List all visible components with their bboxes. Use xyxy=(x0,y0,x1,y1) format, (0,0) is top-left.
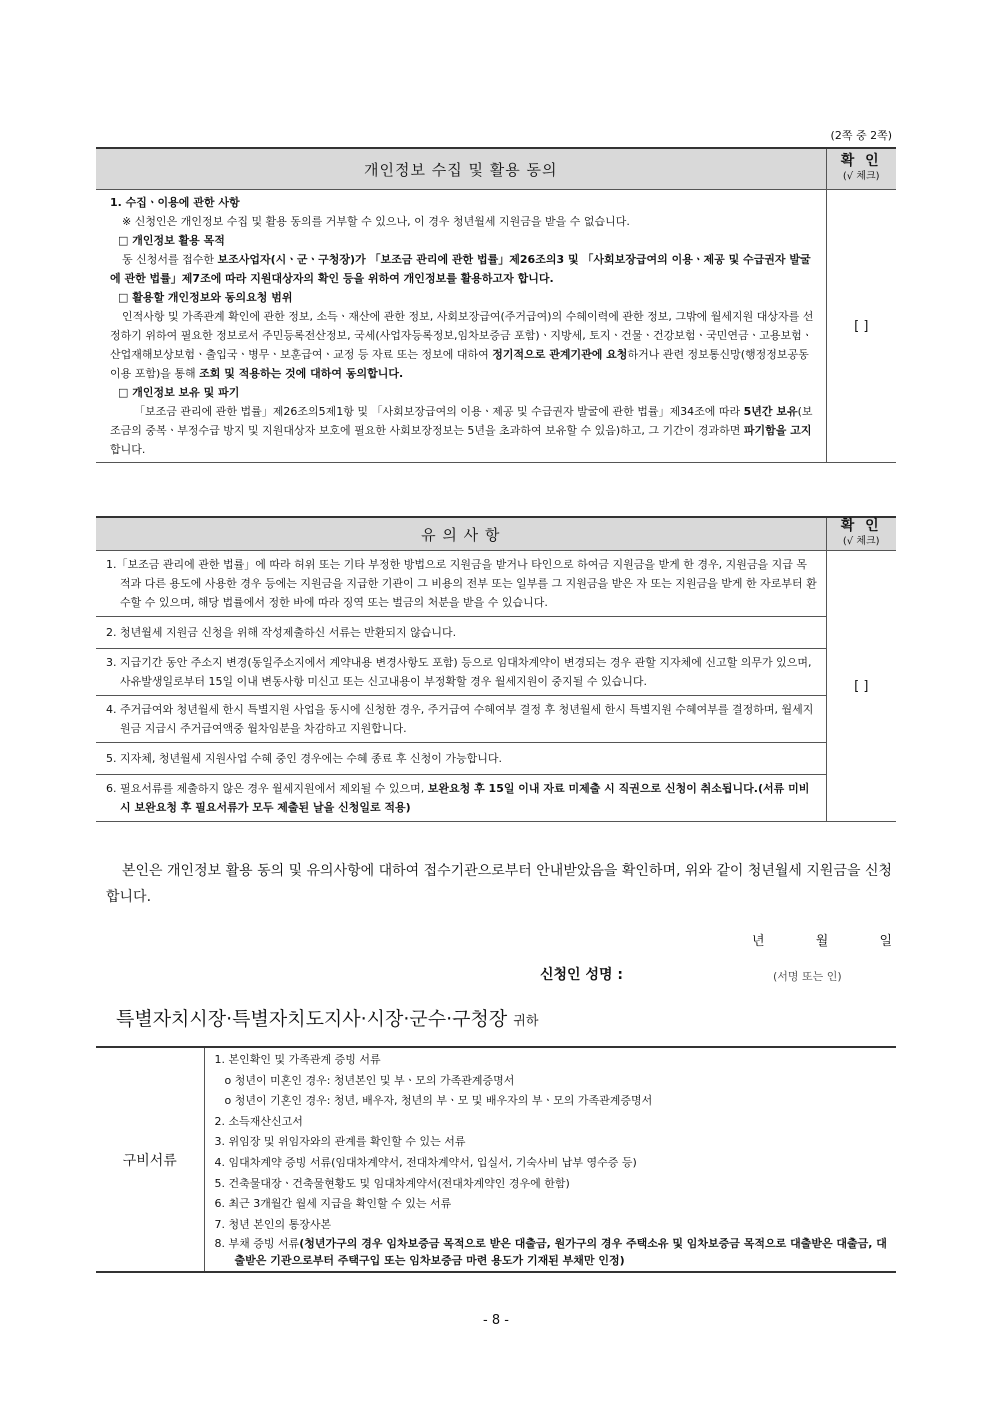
document-item: o 청년이 기혼인 경우: 청년, 배우자, 청년의 부ㆍ모 및 배우자의 부ㆍ모의 가족관계증명서 xyxy=(224,1094,653,1108)
refusal-note: ※ 신청인은 개인정보 수집 및 활용 동의를 거부할 수 있으나, 이 경우 청년월세 지원금을 받을 수 없습니다. xyxy=(122,215,630,228)
retention-text-bold: 5년간 보유 xyxy=(743,405,798,418)
notice-item-4 xyxy=(96,696,826,743)
notice-title: 유 의 사 항 xyxy=(421,525,501,544)
signer-row xyxy=(540,964,880,984)
documents-table xyxy=(96,1046,896,1273)
document-item-8 xyxy=(215,1235,891,1269)
document-item: 6. 최근 3개월간 월세 지급을 확인할 수 있는 서류 xyxy=(214,1197,452,1211)
retention-text-bold-2: 파기함을 고지 xyxy=(743,424,812,437)
notice-item-1 xyxy=(96,551,826,617)
notice-item-6-plain: 6. 필요서류를 제출하지 않은 경우 월세지원에서 제외될 수 있으며, xyxy=(106,782,428,795)
date-line xyxy=(752,930,892,949)
retention-heading: □ 개인정보 보유 및 파기 xyxy=(118,386,240,399)
date-day: 일 xyxy=(879,934,892,949)
signature-field[interactable]: (서명 또는 인) xyxy=(773,970,842,983)
document-item: 1. 본인확인 및 가족관계 증빙 서류 xyxy=(214,1053,381,1066)
signer-label: 신청인 성명 : xyxy=(540,967,623,983)
page-counter: (2쪽 중 2쪽) xyxy=(830,129,892,142)
consent-title: 개인정보 수집 및 활용 동의 xyxy=(364,160,558,179)
consent-table xyxy=(96,147,896,463)
retention-text xyxy=(110,402,818,459)
document-item-8-bold: (청년가구의 경우 임차보증금 목적으로 받은 대출금, 원가구의 경우 주택소유 및 임차보증금 목적으로 대출받은 대출금, 대출받은 기관으로부터 주택구입 또는 임차보증금 마련 용도가 기재된 부채만 인정) xyxy=(234,1237,887,1268)
notice-item-6-bold: 보완요청 후 15일 이내 자료 미제출 시 직권으로 신청이 취소됩니다.(서류 미비 시 보완요청 후 필요서류가 모두 제출된 날을 신청일로 적용) xyxy=(120,782,810,814)
notice-item-6-text xyxy=(102,779,818,817)
date-month: 월 xyxy=(815,934,829,949)
purpose-text-plain: 동 신청서를 접수한 xyxy=(122,253,218,266)
purpose-text xyxy=(110,250,818,288)
consent-confirm-header xyxy=(826,148,896,190)
section-heading: 1. 수집ㆍ이용에 관한 사항 xyxy=(110,196,240,209)
documents-list xyxy=(204,1047,896,1272)
confirm-title: 확 인 xyxy=(840,153,882,169)
consent-body xyxy=(96,190,826,463)
notice-item-1-text: 1.「보조금 관리에 관한 법률」에 따라 허위 또는 기타 부정한 방법으로 지원금을 받거나 타인으로 하여금 지원금을 받게 한 경우, 지원금을 지급 목적과 다른 용도에 사용한 경우 등에는 지원금을 지급한 기관이 그 비용의 전부 또는 일부를 그 지원금을 받은 자 또는 지원금을 받게 한 자로부터 환수할 수 있으며, 해당 법률에서 정한 바에 따라 징역 또는 벌금의 처분을 받을 수 있습니다. xyxy=(106,558,817,609)
notice-checkbox[interactable]: [ ] xyxy=(826,551,896,822)
scope-text-bold: 정기적으로 관계기관에 요청 xyxy=(492,348,628,361)
documents-label: 구비서류 xyxy=(96,1047,204,1272)
notice-confirm-header xyxy=(826,517,896,551)
retention-text-plain: 「보조금 관리에 관한 법률」제26조의5제1항 및 「사회보장급여의 이용ㆍ제공 및 수급권자 발굴에 관한 법률」제34조에 따라 xyxy=(134,405,744,418)
purpose-text-bold: 보조사업자(시ㆍ군ㆍ구청장)가 「보조금 관리에 관한 법률」제26조의3 및 「사회보장급여의 이용ㆍ제공 및 수급권자 발굴에 관한 법률」제7조에 따라 지원대상자의 확인 등을 위하여 개인정보를 활용하고자 합니다. xyxy=(110,253,811,285)
notice-item-2 xyxy=(96,617,826,649)
scope-heading: □ 활용할 개인정보와 동의요청 범위 xyxy=(118,291,293,304)
confirm-title: 확 인 xyxy=(840,518,882,534)
purpose-heading: □ 개인정보 활용 목적 xyxy=(118,234,225,247)
document-item: 3. 위임장 및 위임자와의 관계를 확인할 수 있는 서류 xyxy=(214,1135,466,1149)
scope-text-plain-2: 하거나 관련 정보통신망(행정정보공동이용 포함)을 통해 xyxy=(110,348,809,380)
document-item: 2. 소득재산신고서 xyxy=(214,1114,303,1128)
confirm-subtitle: (√ 체크) xyxy=(842,536,880,547)
confirm-subtitle: (√ 체크) xyxy=(842,171,880,182)
notice-item-5-text: 5. 지자체, 청년월세 지원사업 수혜 중인 경우에는 수혜 종료 후 신청이 가능합니다. xyxy=(106,752,502,765)
notice-item-4-text: 4. 주거급여와 청년월세 한시 특별지원 사업을 동시에 신청한 경우, 주거급여 수혜여부 결정 후 청년월세 한시 특별지원 수혜여부를 결정하며, 월세지원금 지급시 주거급여액중 월차임분을 차감하고 지원합니다. xyxy=(106,703,814,735)
consent-checkbox[interactable]: [ ] xyxy=(826,190,896,463)
addressee-name: 특별자치시장·특별자치도지사·시장·군수·구청장 xyxy=(116,1008,508,1030)
addressee xyxy=(116,1004,538,1031)
document-item: 4. 임대차계약 증빙 서류(임대차계약서, 전대차계약서, 입실서, 기숙사비 납부 영수증 등) xyxy=(214,1155,637,1169)
notice-item-2-text: 2. 청년월세 지원금 신청을 위해 작성제출하신 서류는 반환되지 않습니다. xyxy=(106,626,457,639)
notice-item-6 xyxy=(96,775,826,822)
document-item: 7. 청년 본인의 통장사본 xyxy=(214,1217,332,1231)
addressee-suffix: 귀하 xyxy=(513,1014,539,1029)
notice-item-5 xyxy=(96,743,826,775)
notice-item-3-text: 3. 지급기간 동안 주소지 변경(동일주소지에서 계약내용 변경사항도 포함) 등으로 임대차계약이 변경되는 경우 관할 지자체에 신고할 의무가 있으며, 사유발생일로부터 15일 이내 변동사항 미신고 또는 신고내용이 부정확할 경우 월세지원이 중지될 수 있습니다. xyxy=(106,656,812,688)
page-number: - 8 - xyxy=(483,1313,509,1328)
scope-text-plain: 인적사항 및 가족관계 확인에 관한 정보, 소득ㆍ재산에 관한 정보, 사회보장급여(주거급여)의 수혜이력에 관한 정보, 그밖에 월세지원 대상자를 선정하기 위하여 필요한 정보로서 주민등록전산정보, 국세(사업자등록정보,임차보증금 포함)ㆍ지방세, 토지ㆍ건물ㆍ건강보험ㆍ국민연금ㆍ고용보험ㆍ산업재해보상보험ㆍ출입국ㆍ병무ㆍ보훈급여ㆍ교정 등 자료 또는 정보에 대하여 xyxy=(110,310,814,361)
date-year: 년 xyxy=(752,934,765,949)
document-item-8-plain: 8. 부채 증빙 서류 xyxy=(214,1237,300,1251)
document-item: 5. 건축물대장ㆍ건축물현황도 및 임대차계약서(전대차계약인 경우에 한함) xyxy=(214,1176,570,1190)
applicant-statement: 본인은 개인정보 활용 동의 및 유의사항에 대하여 접수기관으로부터 안내받았음을 확인하며, 위와 같이 청년월세 지원금을 신청합니다. xyxy=(106,863,892,905)
retention-text-plain-3: 합니다. xyxy=(110,443,146,456)
document-item: o 청년이 미혼인 경우: 청년본인 및 부ㆍ모의 가족관계증명서 xyxy=(224,1073,515,1087)
notice-item-3 xyxy=(96,649,826,696)
notice-table xyxy=(96,516,896,822)
scope-text xyxy=(110,307,818,383)
retention-text-plain-2: (보조금의 중복ㆍ부정수급 방지 및 지원대상자 보호에 필요한 사회보장정보는 5년을 초과하여 보유할 수 있음)하고, 그 기간이 경과하면 xyxy=(110,405,813,437)
scope-text-bold-2: 조회 및 적용하는 것에 대하여 동의합니다. xyxy=(199,367,404,380)
